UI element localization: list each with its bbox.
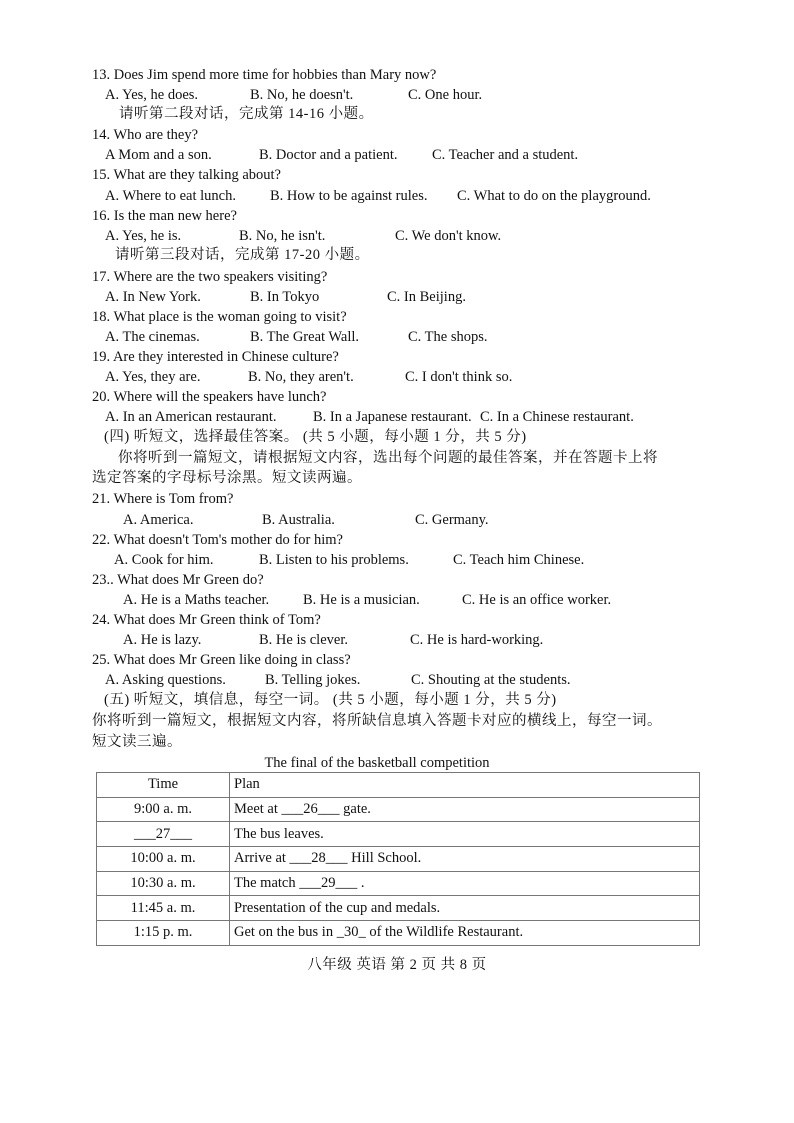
option-23c: C. He is an office worker.	[462, 592, 612, 608]
option-21a: A. America.	[123, 512, 194, 528]
option-25a: A. Asking questions.	[105, 672, 226, 688]
table-row	[97, 871, 700, 896]
option-23a: A. He is a Maths teacher.	[123, 592, 270, 608]
schedule-table	[96, 772, 700, 946]
instruction-dialog2: 请听第二段对话，完成第 14-16 小题。	[119, 106, 374, 122]
section-5-instruction-line2: 短文读三遍。	[92, 734, 182, 750]
option-24b: B. He is clever.	[259, 632, 348, 648]
question-15: 15. What are they talking about?	[92, 167, 281, 183]
option-18a: A. The cinemas.	[105, 329, 200, 345]
option-21b: B. Australia.	[262, 512, 335, 528]
time-cell: ___27___	[97, 822, 230, 847]
option-20c: C. In a Chinese restaurant.	[480, 409, 634, 425]
option-14c: C. Teacher and a student.	[432, 147, 579, 163]
table-row	[97, 797, 700, 822]
section-4-instruction-line2: 选定答案的字母标号涂黑。短文读两遍。	[92, 470, 362, 486]
option-14b: B. Doctor and a patient.	[259, 147, 398, 163]
table-row	[97, 896, 700, 921]
option-18c: C. The shops.	[408, 329, 488, 345]
option-24c: C. He is hard-working.	[410, 632, 544, 648]
option-25c: C. Shouting at the students.	[411, 672, 571, 688]
option-13b: B. No, he doesn't.	[250, 87, 354, 103]
question-18: 18. What place is the woman going to visit?	[92, 309, 347, 325]
option-17b: B. In Tokyo	[250, 289, 320, 305]
section-4-instruction-line1: 你将听到一篇短文，请根据短文内容，选出每个问题的最佳答案，并在答题卡上将	[118, 450, 658, 466]
time-cell: 10:00 a. m.	[97, 847, 230, 872]
question-21: 21. Where is Tom from?	[92, 491, 234, 507]
option-22b: B. Listen to his problems.	[259, 552, 409, 568]
plan-cell: Meet at ___26___ gate.	[230, 797, 700, 822]
table-row	[97, 822, 700, 847]
option-21c: C. Germany.	[415, 512, 489, 528]
question-25: 25. What does Mr Green like doing in class?	[92, 652, 351, 668]
question-19: 19. Are they interested in Chinese culture?	[92, 349, 339, 365]
plan-cell: Presentation of the cup and medals.	[230, 896, 700, 921]
section-4-title: (四) 听短文，选择最佳答案。 (共 5 小题，每小题 1 分，共 5 分)	[104, 429, 527, 445]
header-time: Time	[97, 773, 230, 798]
option-15b: B. How to be against rules.	[270, 188, 428, 204]
table-row	[97, 921, 700, 946]
option-18b: B. The Great Wall.	[250, 329, 360, 345]
time-cell: 10:30 a. m.	[97, 871, 230, 896]
option-24a: A. He is lazy.	[123, 632, 202, 648]
option-19b: B. No, they aren't.	[248, 369, 354, 385]
option-16b: B. No, he isn't.	[239, 228, 326, 244]
question-20: 20. Where will the speakers have lunch?	[92, 389, 327, 405]
option-16a: A. Yes, he is.	[105, 228, 182, 244]
option-13a: A. Yes, he does.	[105, 87, 199, 103]
table-caption: The final of the basketball competition	[264, 755, 490, 771]
header-plan: Plan	[230, 773, 700, 798]
option-23b: B. He is a musician.	[303, 592, 420, 608]
table-row	[97, 847, 700, 872]
option-14a: A Mom and a son.	[105, 147, 212, 163]
plan-cell: Arrive at ___28___ Hill School.	[230, 847, 700, 872]
option-19a: A. Yes, they are.	[105, 369, 201, 385]
time-cell: 9:00 a. m.	[97, 797, 230, 822]
plan-cell: The match ___29___ .	[230, 871, 700, 896]
option-13c: C. One hour.	[408, 87, 483, 103]
option-22c: C. Teach him Chinese.	[453, 552, 585, 568]
option-16c: C. We don't know.	[395, 228, 502, 244]
option-20b: B. In a Japanese restaurant.	[313, 409, 472, 425]
question-13: 13. Does Jim spend more time for hobbies than Mary now?	[92, 67, 437, 83]
plan-cell: Get on the bus in _30_ of the Wildlife Restaurant.	[230, 921, 700, 946]
section-5-title: (五) 听短文，填信息，每空一词。 (共 5 小题，每小题 1 分，共 5 分)	[104, 692, 557, 708]
option-19c: C. I don't think so.	[405, 369, 513, 385]
plan-cell: The bus leaves.	[230, 822, 700, 847]
table-header-row	[97, 773, 700, 798]
time-cell: 1:15 p. m.	[97, 921, 230, 946]
option-15a: A. Where to eat lunch.	[105, 188, 236, 204]
option-25b: B. Telling jokes.	[265, 672, 361, 688]
option-17a: A. In New York.	[105, 289, 201, 305]
question-17: 17. Where are the two speakers visiting?	[92, 269, 328, 285]
page-footer: 八年级 英语 第 2 页 共 8 页	[307, 957, 487, 973]
section-5-instruction-line1: 你将听到一篇短文，根据短文内容，将所缺信息填入答题卡对应的横线上，每空一词。	[92, 713, 662, 729]
option-15c: C. What to do on the playground.	[457, 188, 651, 204]
question-24: 24. What does Mr Green think of Tom?	[92, 612, 321, 628]
option-17c: C. In Beijing.	[387, 289, 466, 305]
time-cell: 11:45 a. m.	[97, 896, 230, 921]
question-16: 16. Is the man new here?	[92, 208, 237, 224]
instruction-dialog3: 请听第三段对话，完成第 17-20 小题。	[115, 247, 370, 263]
question-14: 14. Who are they?	[92, 127, 199, 143]
question-22: 22. What doesn't Tom's mother do for him?	[92, 532, 343, 548]
option-20a: A. In an American restaurant.	[105, 409, 277, 425]
question-23: 23.. What does Mr Green do?	[92, 572, 264, 588]
option-22a: A. Cook for him.	[114, 552, 214, 568]
